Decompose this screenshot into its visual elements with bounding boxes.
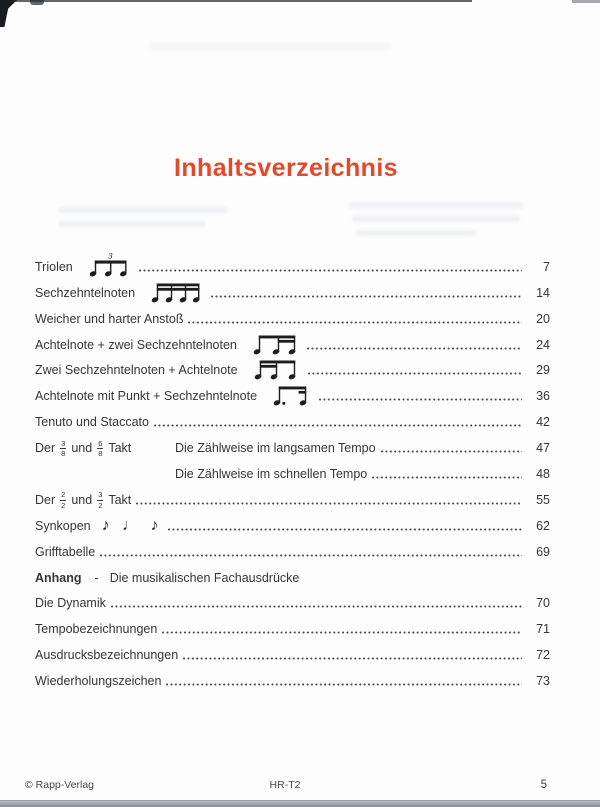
page-number: 24 [536,337,550,352]
dotted-leader [100,554,522,557]
toc-entry-label: Tempobezeichnungen [35,622,158,637]
takt-label [35,491,131,511]
svg-text:3: 3 [108,250,113,261]
dotted-leader [372,476,522,479]
dotted-leader [307,347,522,350]
toc-entry-label: Weicher und harter Anstoß [35,311,184,326]
fraction-denominator: 2 [98,500,103,510]
toc-entry [35,537,550,563]
toc-entry [35,563,550,589]
takt-conjunction: und [71,493,93,508]
toc-entry-label: Zwei Sechzehntelnoten + Achtelnote [35,363,238,378]
toc-entry-sublabel: Die Zählweise im schnellen Tempo [175,467,368,482]
page-number: 36 [536,389,550,404]
toc-entry [35,381,550,407]
scan-bottom-edge [0,800,600,807]
dotted-eighth-plus-sixteenth-icon [270,380,312,407]
toc-entry [35,485,550,511]
takt-suffix: Takt [108,493,132,508]
toc-entry [35,459,550,485]
page-number: 14 [536,285,550,300]
takt-label [35,440,131,460]
toc-entry-label: Triolen [35,259,73,274]
page-number: 7 [543,259,550,274]
bleed-through-ghost [150,42,390,50]
toc-entry [35,666,550,692]
dotted-leader [168,528,523,531]
eighth-plus-two-sixteenths-icon [250,329,300,356]
toc-entry-label: Achtelnote mit Punkt + Sechzehntelnote [35,389,258,404]
takt-suffix: Takt [108,441,132,456]
fraction-denominator: 8 [98,448,103,458]
heading-dash: - [94,570,99,585]
toc-entry [35,407,550,433]
page-number: 70 [536,596,550,611]
takt-prefix: Der [35,493,56,508]
scan-torn-corner [0,0,17,27]
toc-entry [35,356,550,382]
dotted-leader [154,424,522,427]
footer-copyright: © Rapp-Verlag [25,779,95,791]
toc-entry [35,330,550,356]
toc-entry-label: Achtelnote + zwei Sechzehntelnoten [35,337,237,352]
heading-text: Die musikalischen Fachausdrücke [109,570,300,585]
toc-entry-label: Synkopen [35,518,91,533]
takt-column [35,440,175,460]
scan-top-right-edge [572,0,600,3]
toc-entry [35,252,550,278]
time-signature-fraction [97,440,103,459]
page-number: 71 [536,622,550,637]
bleed-through-ghost [348,202,524,208]
sixteenth-notes-icon [148,277,204,304]
appendix-heading: Anhang [35,570,82,585]
toc-entry-sublabel: Die Zählweise im langsamen Tempo [175,441,376,456]
dotted-leader [188,321,522,324]
footer-edition-code: HR-T2 [269,779,301,791]
fraction-numerator: 3 [98,490,103,500]
page-number: 72 [536,648,550,663]
time-signature-fraction [60,491,66,510]
dotted-leader [308,372,522,375]
toc-entry [35,614,550,640]
dotted-leader [319,398,522,401]
bleed-through-ghost [58,221,206,227]
dotted-leader [211,295,522,298]
dotted-leader [139,269,522,272]
page-number: 47 [536,441,550,456]
toc-entry-label: Die Dynamik [35,596,106,611]
toc-entry-label: Sechzehntelnoten [35,285,136,300]
dotted-leader [111,605,522,608]
page-number: 42 [536,415,550,430]
page-number: 29 [536,363,550,378]
page-number: 73 [536,674,550,689]
dotted-leader [381,450,522,453]
toc-entry [35,278,550,304]
fraction-denominator: 2 [61,500,66,510]
scan-top-nub [30,0,44,5]
dotted-leader [166,683,522,686]
toc-entry-label: Ausdrucksbezeichnungen [35,648,179,663]
two-sixteenths-plus-eighth-icon [251,354,301,381]
takt-prefix: Der [35,441,56,456]
page-number: 55 [536,492,550,507]
scan-top-edge [14,0,472,2]
page-number: 62 [536,518,550,533]
bleed-through-ghost [352,216,520,222]
toc-entry [35,511,550,537]
toc-list [35,252,550,692]
bleed-through-ghost [58,207,228,213]
fraction-numerator: 3 [61,438,66,448]
toc-entry [35,433,550,459]
time-signature-fraction [60,440,66,459]
dotted-leader [136,502,522,505]
toc-entry [35,640,550,666]
page-number: 20 [536,311,550,326]
triplet-notes-icon [86,251,132,278]
toc-entry-label: Grifftabelle [35,544,96,559]
takt-conjunction: und [71,441,93,456]
dotted-leader [162,631,522,634]
bleed-through-ghost [356,230,476,236]
page-number: 48 [536,467,550,482]
toc-entry-label: Wiederholungszeichen [35,674,162,689]
fraction-numerator: 6 [98,438,103,448]
footer-page-number: 5 [540,779,547,791]
dotted-leader [183,657,522,660]
toc-entry [35,304,550,330]
fraction-denominator: 8 [61,448,66,458]
fraction-numerator: 2 [61,490,66,500]
time-signature-fraction [97,491,103,510]
toc-entry [35,589,550,615]
syncopation-notes-icon: ♪ ♩ ♪ [101,516,163,534]
page-title: Inhaltsverzeichnis [174,153,398,182]
page-number: 69 [536,544,550,559]
toc-entry-label: Tenuto und Staccato [35,415,149,430]
